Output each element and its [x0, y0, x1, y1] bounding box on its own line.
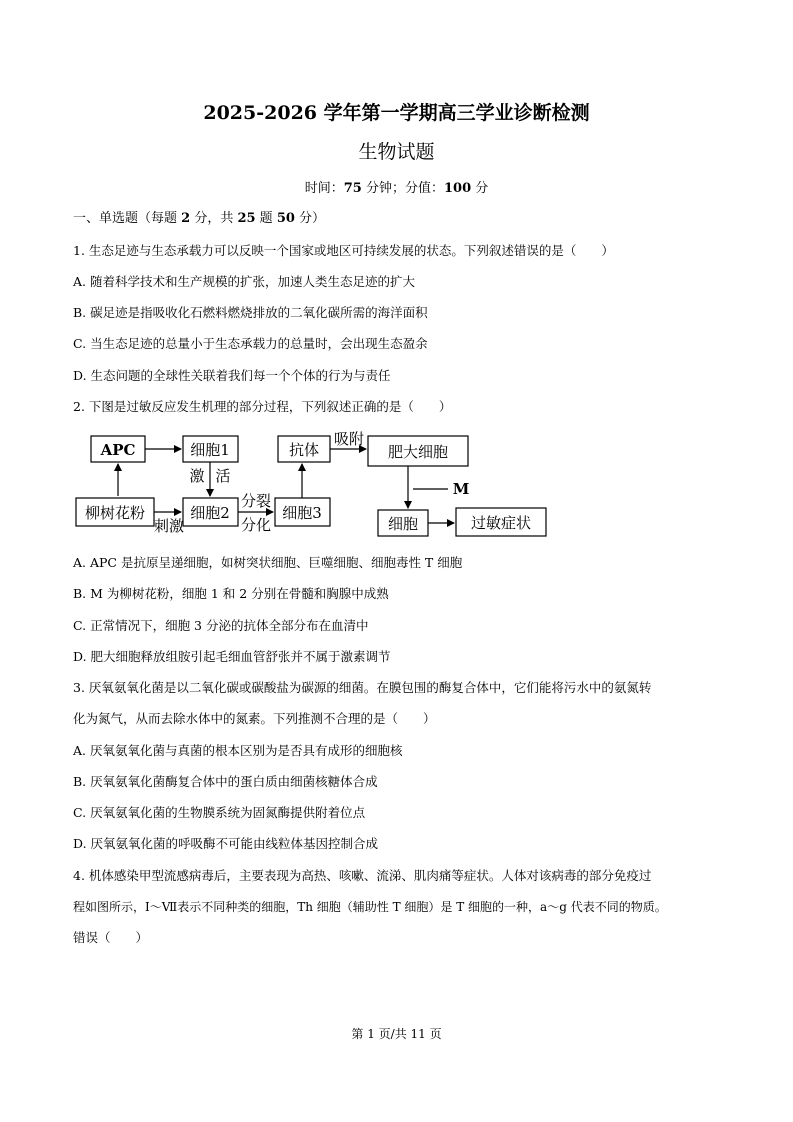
m-label: M — [452, 480, 470, 498]
section-mid2: 题 — [255, 211, 277, 226]
section-heading — [73, 211, 325, 227]
q3-stem-line-1: 3. 厌氧氨氧化菌是以二氧化碳或碳酸盐为碳源的细菌。在膜包围的酶复合体中，它们能将污水中的氨氮转 — [73, 680, 652, 695]
q2-option-c: C. 正常情况下，细胞 3 分泌的抗体全部分布在血清中 — [73, 618, 369, 633]
activate-char-2: 活 — [215, 467, 231, 485]
q2-option-d: D. 肥大细胞释放组胺引起毛细血管舒张并不属于激素调节 — [73, 649, 391, 664]
q1-option-d: D. 生态问题的全球性关联着我们每一个个体的行为与责任 — [73, 368, 391, 383]
allergy-mechanism-diagram — [73, 430, 553, 540]
section-mid1: 分，共 — [190, 211, 238, 226]
divide-label: 分裂 — [240, 492, 272, 510]
section-per: 2 — [181, 211, 191, 226]
section-suffix: 分） — [294, 211, 326, 226]
cell2-label: 细胞2 — [190, 504, 230, 522]
pollen-label: 柳树花粉 — [84, 504, 146, 522]
cell3-label: 细胞3 — [282, 504, 322, 522]
score-unit: 分 — [471, 181, 489, 196]
q1-stem: 1. 生态足迹与生态承载力可以反映一个国家或地区可持续发展的状态。下列叙述错误的是（ ） — [73, 243, 614, 258]
mast-cell-label: 肥大细胞 — [387, 443, 449, 461]
score-value: 100 — [443, 181, 472, 196]
section-prefix: 一、单选题（每题 — [73, 211, 182, 226]
antibody-label: 抗体 — [288, 441, 320, 459]
time-unit: 分钟；分值： — [361, 181, 444, 196]
q3-option-d: D. 厌氧氨氧化菌的呼吸酶不可能由线粒体基因控制合成 — [73, 836, 379, 851]
differentiate-label: 分化 — [240, 516, 272, 534]
exam-subtitle: 生物试题 — [358, 141, 435, 163]
cell1-label: 细胞1 — [190, 441, 230, 459]
q3-stem-line-2: 化为氮气，从而去除水体中的氮素。下列推测不合理的是（ ） — [73, 711, 436, 726]
q3-option-a: A. 厌氧氨氧化菌与真菌的根本区别为是否具有成形的细胞核 — [73, 743, 403, 758]
q4-stem-line-2: 程如图所示，Ⅰ～Ⅶ表示不同种类的细胞，Th 细胞（辅助性 T 细胞）是 T 细胞的一种，a～g 代表不同的物质。 — [73, 900, 667, 914]
q2-option-b: B. M 为柳树花粉，细胞 1 和 2 分别在骨髓和胸腺中成熟 — [73, 586, 389, 601]
time-value: 75 — [343, 181, 362, 196]
page-footer: 第 1 页/共 11 页 — [351, 1027, 442, 1041]
allergy-label: 过敏症状 — [470, 514, 532, 532]
q4-stem-line-1: 4. 机体感染甲型流感病毒后，主要表现为高热、咳嗽、流涕、肌肉痛等症状。人体对该病毒的部分免疫过 — [73, 868, 652, 883]
q1-option-c: C. 当生态足迹的总量小于生态承载力的总量时，会出现生态盈余 — [73, 336, 428, 351]
q2-option-a: A. APC 是抗原呈递细胞，如树突状细胞、巨噬细胞、细胞毒性 T 细胞 — [73, 555, 463, 570]
apc-label: APC — [100, 441, 136, 459]
section-count: 25 — [237, 211, 256, 226]
stimulate-label: 刺激 — [153, 517, 185, 535]
exam-meta — [0, 181, 793, 197]
q3-option-c: C. 厌氧氨氧化菌的生物膜系统为固氮酶提供附着位点 — [73, 805, 366, 820]
activate-char-1: 激 — [189, 467, 205, 485]
cell-label: 细胞 — [387, 515, 419, 533]
adsorb-label: 吸附 — [333, 430, 365, 448]
exam-title: 2025-2026 学年第一学期高三学业诊断检测 — [203, 102, 590, 124]
q1-option-a: A. 随着科学技术和生产规模的扩张，加速人类生态足迹的扩大 — [73, 274, 415, 289]
q3-option-b: B. 厌氧氨氧化菌酶复合体中的蛋白质由细菌核糖体合成 — [73, 774, 378, 789]
section-total: 50 — [276, 211, 295, 226]
q2-stem: 2. 下图是过敏反应发生机理的部分过程，下列叙述正确的是（ ） — [73, 399, 452, 414]
q4-stem-line-3: 错误（ ） — [73, 930, 149, 945]
time-label: 时间： — [304, 181, 344, 196]
q1-option-b: B. 碳足迹是指吸收化石燃料燃烧排放的二氧化碳所需的海洋面积 — [73, 305, 428, 320]
